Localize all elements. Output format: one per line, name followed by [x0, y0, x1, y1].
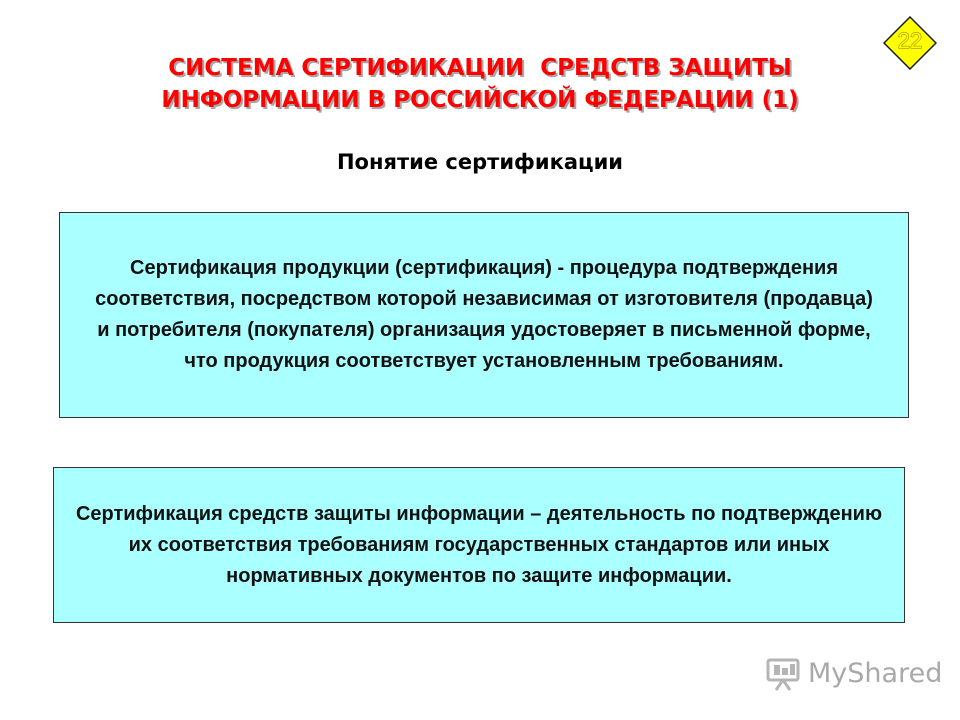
watermark-text: MyShared — [808, 658, 943, 689]
slide-title-line-1: СИСТЕМА СЕРТИФИКАЦИИ СРЕДСТВ ЗАЩИТЫ — [168, 55, 792, 81]
definition-text: Сертификация средств защиты информации – деятельность по подтверждению их соответствия требованиям государственных стандартов или иных нормативных документов по защите информации. — [75, 502, 883, 587]
page-number: 22 — [897, 28, 923, 53]
definition-box-product-certification — [59, 212, 909, 418]
slide-title — [60, 52, 900, 116]
slide-title-line-2: ИНФОРМАЦИИ В РОССИЙСКОЙ ФЕДЕРАЦИИ (1) — [161, 87, 799, 113]
section-subtitle: Понятие сертификации — [336, 150, 623, 174]
definition-box-security-certification — [53, 467, 905, 623]
definition-text: Сертификация продукции (сертификация) - процедура подтверждения соответствия, посредством которой независимая от изготовителя (продавца) и потребителя (покупателя) организация удостоверяет в письменной форме, что продукция соответствует установленным требованиям. — [95, 257, 873, 372]
watermark — [766, 654, 942, 694]
presentation-icon — [766, 656, 802, 692]
